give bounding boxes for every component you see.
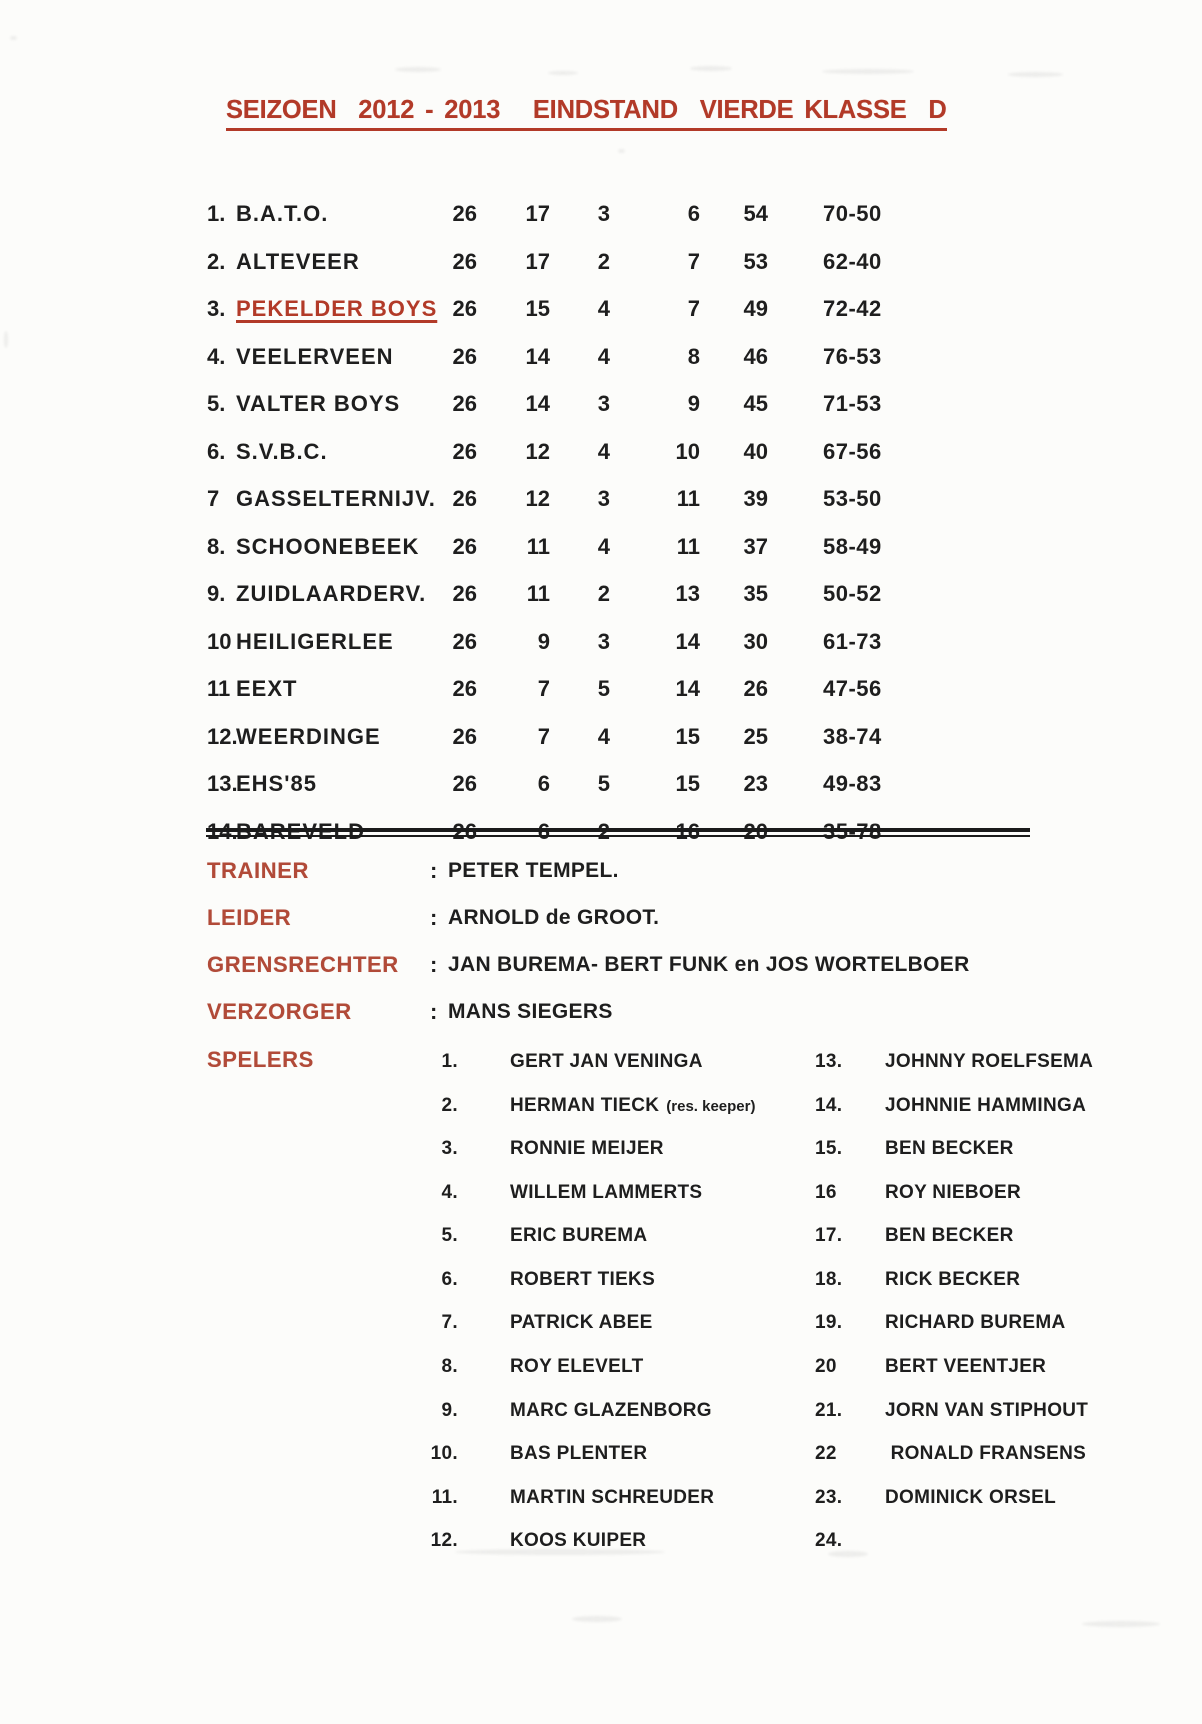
player-row xyxy=(400,1214,820,1258)
player-name: BEN BECKER xyxy=(885,1138,1014,1159)
player-number: 20 xyxy=(815,1356,837,1377)
page-title: SEIZOEN 2012 - 2013 EINDSTAND VIERDE KLASSE D xyxy=(226,96,947,131)
rank: 14. xyxy=(207,819,238,844)
player-number: 24. xyxy=(815,1530,843,1551)
goal-difference: 61-73 xyxy=(823,629,882,654)
table-row xyxy=(207,618,1030,701)
club-name: S.V.B.C. xyxy=(236,439,328,464)
won: 14 xyxy=(525,391,550,416)
club-name: VALTER BOYS xyxy=(236,391,401,416)
drawn: 4 xyxy=(597,724,610,749)
player-row xyxy=(400,1301,820,1345)
scan-artifact xyxy=(395,67,441,72)
drawn: 2 xyxy=(597,581,610,606)
drawn: 4 xyxy=(597,439,610,464)
won: 9 xyxy=(537,629,550,654)
club-name-highlighted: PEKELDER BOYS xyxy=(236,296,438,321)
drawn: 3 xyxy=(597,486,610,511)
player-name: WILLEM LAMMERTS xyxy=(510,1182,703,1203)
player-row xyxy=(815,1258,1195,1302)
goal-difference: 67-56 xyxy=(823,439,882,464)
lost: 11 xyxy=(676,486,700,511)
points: 23 xyxy=(743,771,768,796)
player-name: PATRICK ABEE xyxy=(510,1312,653,1333)
scan-artifact xyxy=(572,1616,622,1622)
played: 26 xyxy=(452,819,477,844)
drawn: 4 xyxy=(597,344,610,369)
staff-value: ARNOLD de GROOT. xyxy=(448,906,660,929)
staff-label: TRAINER xyxy=(207,858,309,883)
player-number: 9. xyxy=(441,1400,458,1421)
points: 49 xyxy=(743,296,768,321)
goal-difference: 76-53 xyxy=(823,344,882,369)
won: 12 xyxy=(525,439,550,464)
player-name: ERIC BUREMA xyxy=(510,1225,648,1246)
drawn: 2 xyxy=(597,249,610,274)
lost: 8 xyxy=(687,344,700,369)
player-name: KOOS KUIPER xyxy=(510,1530,647,1551)
player-number: 12. xyxy=(430,1530,458,1551)
drawn: 5 xyxy=(597,771,610,796)
points: 35 xyxy=(743,581,768,606)
lost: 15 xyxy=(675,724,700,749)
table-row xyxy=(207,761,1030,844)
table-row xyxy=(207,333,1030,416)
player-row xyxy=(400,1432,820,1476)
player-name: ROBERT TIEKS xyxy=(510,1269,656,1290)
won: 14 xyxy=(525,344,550,369)
drawn: 3 xyxy=(597,201,610,226)
won: 17 xyxy=(525,249,550,274)
lost: 11 xyxy=(676,534,700,559)
won: 7 xyxy=(537,676,550,701)
player-row xyxy=(400,1171,820,1215)
points: 39 xyxy=(743,486,768,511)
lost: 14 xyxy=(675,676,700,701)
player-number: 11. xyxy=(431,1487,458,1508)
player-name: RONNIE MEIJER xyxy=(510,1138,664,1159)
player-number: 1. xyxy=(441,1051,458,1072)
player-name-text: HERMAN TIECK xyxy=(510,1095,660,1116)
section-divider xyxy=(206,828,1030,837)
player-note: (res. keeper) xyxy=(666,1098,756,1115)
club-name: BAREVELD xyxy=(236,819,366,844)
played: 26 xyxy=(452,439,477,464)
club-name: ALTEVEER xyxy=(236,249,360,274)
lost: 10 xyxy=(675,439,700,464)
player-number: 10. xyxy=(430,1443,458,1464)
player-row xyxy=(815,1432,1195,1476)
table-row xyxy=(207,666,1030,749)
club-name: SCHOONEBEEK xyxy=(236,534,420,559)
played: 26 xyxy=(452,724,477,749)
goal-difference: 47-56 xyxy=(823,676,882,701)
table-row xyxy=(207,713,1030,796)
player-number: 14. xyxy=(815,1095,843,1116)
goal-difference: 53-50 xyxy=(823,486,882,511)
colon: : xyxy=(430,858,438,883)
scan-artifact xyxy=(690,66,732,71)
scan-artifact xyxy=(618,149,625,153)
player-name: GERT JAN VENINGA xyxy=(510,1051,703,1072)
player-row xyxy=(400,1389,820,1433)
player-number: 23. xyxy=(815,1487,843,1508)
club-name: VEELERVEEN xyxy=(236,344,394,369)
player-name: RICK BECKER xyxy=(885,1269,1021,1290)
lost: 15 xyxy=(675,771,700,796)
played: 26 xyxy=(452,629,477,654)
player-name xyxy=(510,1084,755,1129)
lost: 7 xyxy=(687,249,700,274)
scan-artifact xyxy=(1008,72,1063,77)
scan-artifact xyxy=(828,1551,868,1557)
player-number: 22 xyxy=(815,1443,837,1464)
player-name: RICHARD BUREMA xyxy=(885,1312,1066,1333)
rank: 8. xyxy=(207,534,226,559)
player-row xyxy=(815,1084,1195,1128)
drawn: 3 xyxy=(597,391,610,416)
player-row xyxy=(400,1040,820,1084)
lost: 13 xyxy=(675,581,700,606)
scan-artifact xyxy=(1082,1621,1160,1627)
player-number: 4. xyxy=(441,1182,458,1203)
rank: 6. xyxy=(207,439,226,464)
player-number: 7. xyxy=(441,1312,458,1333)
points: 53 xyxy=(743,249,768,274)
drawn: 4 xyxy=(597,296,610,321)
player-row xyxy=(400,1345,820,1389)
lost: 6 xyxy=(687,201,700,226)
player-name: MARC GLAZENBORG xyxy=(510,1400,712,1421)
rank: 4. xyxy=(207,344,226,369)
staff-label: VERZORGER xyxy=(207,999,352,1024)
points: 54 xyxy=(743,201,768,226)
goal-difference: 62-40 xyxy=(823,249,882,274)
rank: 3. xyxy=(207,296,226,321)
played: 26 xyxy=(452,344,477,369)
club-name: GASSELTERNIJV. xyxy=(236,486,436,511)
rank: 13. xyxy=(207,771,238,796)
scan-artifact xyxy=(548,71,578,75)
player-row xyxy=(400,1084,820,1128)
player-number: 5. xyxy=(441,1225,458,1246)
player-row xyxy=(400,1258,820,1302)
table-row xyxy=(207,286,1030,369)
player-number: 19. xyxy=(815,1312,843,1333)
points: 26 xyxy=(743,676,768,701)
player-name: BEN BECKER xyxy=(885,1225,1014,1246)
player-row xyxy=(400,1127,820,1171)
rank: 11 xyxy=(207,676,231,701)
player-row xyxy=(400,1519,820,1563)
scan-artifact xyxy=(4,331,8,348)
club-name: ZUIDLAARDERV. xyxy=(236,581,427,606)
goal-difference: 71-53 xyxy=(823,391,882,416)
table-row xyxy=(207,571,1030,654)
points: 40 xyxy=(743,439,768,464)
table-row xyxy=(207,523,1030,606)
player-row xyxy=(815,1171,1195,1215)
points: 20 xyxy=(743,819,768,844)
player-number: 15. xyxy=(815,1138,843,1159)
won: 7 xyxy=(537,724,550,749)
rank: 9. xyxy=(207,581,226,606)
player-number: 6. xyxy=(441,1269,458,1290)
player-row xyxy=(815,1040,1195,1084)
rank: 10 xyxy=(207,629,232,654)
goal-difference: 58-49 xyxy=(823,534,882,559)
staff-row-verzorger xyxy=(207,989,1037,1035)
staff-label: GRENSRECHTER xyxy=(207,952,399,977)
player-row xyxy=(815,1214,1195,1258)
played: 26 xyxy=(452,249,477,274)
scan-artifact xyxy=(455,1549,665,1555)
player-name: DOMINICK ORSEL xyxy=(885,1487,1056,1508)
staff-row-trainer xyxy=(207,848,1037,894)
drawn: 5 xyxy=(597,676,610,701)
table-row xyxy=(207,381,1030,464)
player-row xyxy=(815,1127,1195,1171)
won: 11 xyxy=(526,581,550,606)
goal-difference: 50-52 xyxy=(823,581,882,606)
player-name: ROY NIEBOER xyxy=(885,1182,1021,1203)
player-row xyxy=(815,1476,1195,1520)
drawn: 4 xyxy=(597,534,610,559)
played: 26 xyxy=(452,581,477,606)
player-number: 21. xyxy=(815,1400,843,1421)
staff-value: MANS SIEGERS xyxy=(448,1000,613,1023)
player-row xyxy=(815,1345,1195,1389)
won: 6 xyxy=(537,819,550,844)
player-row xyxy=(400,1476,820,1520)
player-name: ROY ELEVELT xyxy=(510,1356,644,1377)
played: 26 xyxy=(452,486,477,511)
played: 26 xyxy=(452,201,477,226)
player-number: 16 xyxy=(815,1182,837,1203)
drawn: 3 xyxy=(597,629,610,654)
played: 26 xyxy=(452,771,477,796)
club-name: HEILIGERLEE xyxy=(236,629,394,654)
played: 26 xyxy=(452,296,477,321)
player-number: 17. xyxy=(815,1225,843,1246)
club-name: EHS'85 xyxy=(236,771,317,796)
player-name: BAS PLENTER xyxy=(510,1443,648,1464)
table-row xyxy=(207,238,1030,321)
rank: 12. xyxy=(207,724,238,749)
player-name: JOHNNY ROELFSEMA xyxy=(885,1051,1094,1072)
goal-difference: 38-74 xyxy=(823,724,882,749)
lost: 14 xyxy=(675,629,700,654)
staff-row-leider xyxy=(207,895,1037,941)
player-name: BERT VEENTJER xyxy=(885,1356,1047,1377)
goal-difference: 35-78 xyxy=(823,819,882,844)
won: 17 xyxy=(525,201,550,226)
colon: : xyxy=(430,999,438,1024)
drawn: 2 xyxy=(597,819,610,844)
played: 26 xyxy=(452,676,477,701)
lost: 16 xyxy=(675,819,700,844)
players-section-label: SPELERS xyxy=(207,1047,314,1072)
player-name: MARTIN SCHREUDER xyxy=(510,1487,715,1508)
table-row xyxy=(207,476,1030,559)
points: 25 xyxy=(743,724,768,749)
club-name: B.A.T.O. xyxy=(236,201,329,226)
goal-difference: 72-42 xyxy=(823,296,882,321)
played: 26 xyxy=(452,534,477,559)
points: 45 xyxy=(743,391,768,416)
player-row xyxy=(815,1389,1195,1433)
player-number: 8. xyxy=(441,1356,458,1377)
points: 37 xyxy=(743,534,768,559)
scan-artifact xyxy=(10,36,17,40)
player-row xyxy=(815,1301,1195,1345)
player-number: 13. xyxy=(815,1051,843,1072)
won: 11 xyxy=(526,534,550,559)
table-row xyxy=(207,191,1030,274)
staff-value: PETER TEMPEL. xyxy=(448,859,619,882)
points: 46 xyxy=(743,344,768,369)
staff-label: LEIDER xyxy=(207,905,292,930)
club-name: WEERDINGE xyxy=(236,724,381,749)
rank: 1. xyxy=(207,201,226,226)
player-name: RONALD FRANSENS xyxy=(885,1443,1087,1464)
rank: 2. xyxy=(207,249,226,274)
won: 6 xyxy=(537,771,550,796)
player-row xyxy=(815,1519,1195,1563)
staff-row-grensrechter xyxy=(207,942,1037,988)
staff-value: JAN BUREMA- BERT FUNK en JOS WORTELBOER xyxy=(448,953,970,976)
lost: 9 xyxy=(687,391,700,416)
rank: 5. xyxy=(207,391,226,416)
player-number: 3. xyxy=(441,1138,458,1159)
won: 15 xyxy=(525,296,550,321)
player-name: JOHNNIE HAMMINGA xyxy=(885,1095,1087,1116)
played: 26 xyxy=(452,391,477,416)
club-name: EEXT xyxy=(236,676,298,701)
goal-difference: 70-50 xyxy=(823,201,882,226)
table-row xyxy=(207,428,1030,511)
colon: : xyxy=(430,952,438,977)
player-number: 2. xyxy=(441,1095,458,1116)
goal-difference: 49-83 xyxy=(823,771,882,796)
lost: 7 xyxy=(687,296,700,321)
rank: 7 xyxy=(207,486,220,511)
colon: : xyxy=(430,905,438,930)
player-number: 18. xyxy=(815,1269,843,1290)
won: 12 xyxy=(525,486,550,511)
scan-artifact xyxy=(822,69,914,74)
player-name: JORN VAN STIPHOUT xyxy=(885,1400,1089,1421)
points: 30 xyxy=(743,629,768,654)
